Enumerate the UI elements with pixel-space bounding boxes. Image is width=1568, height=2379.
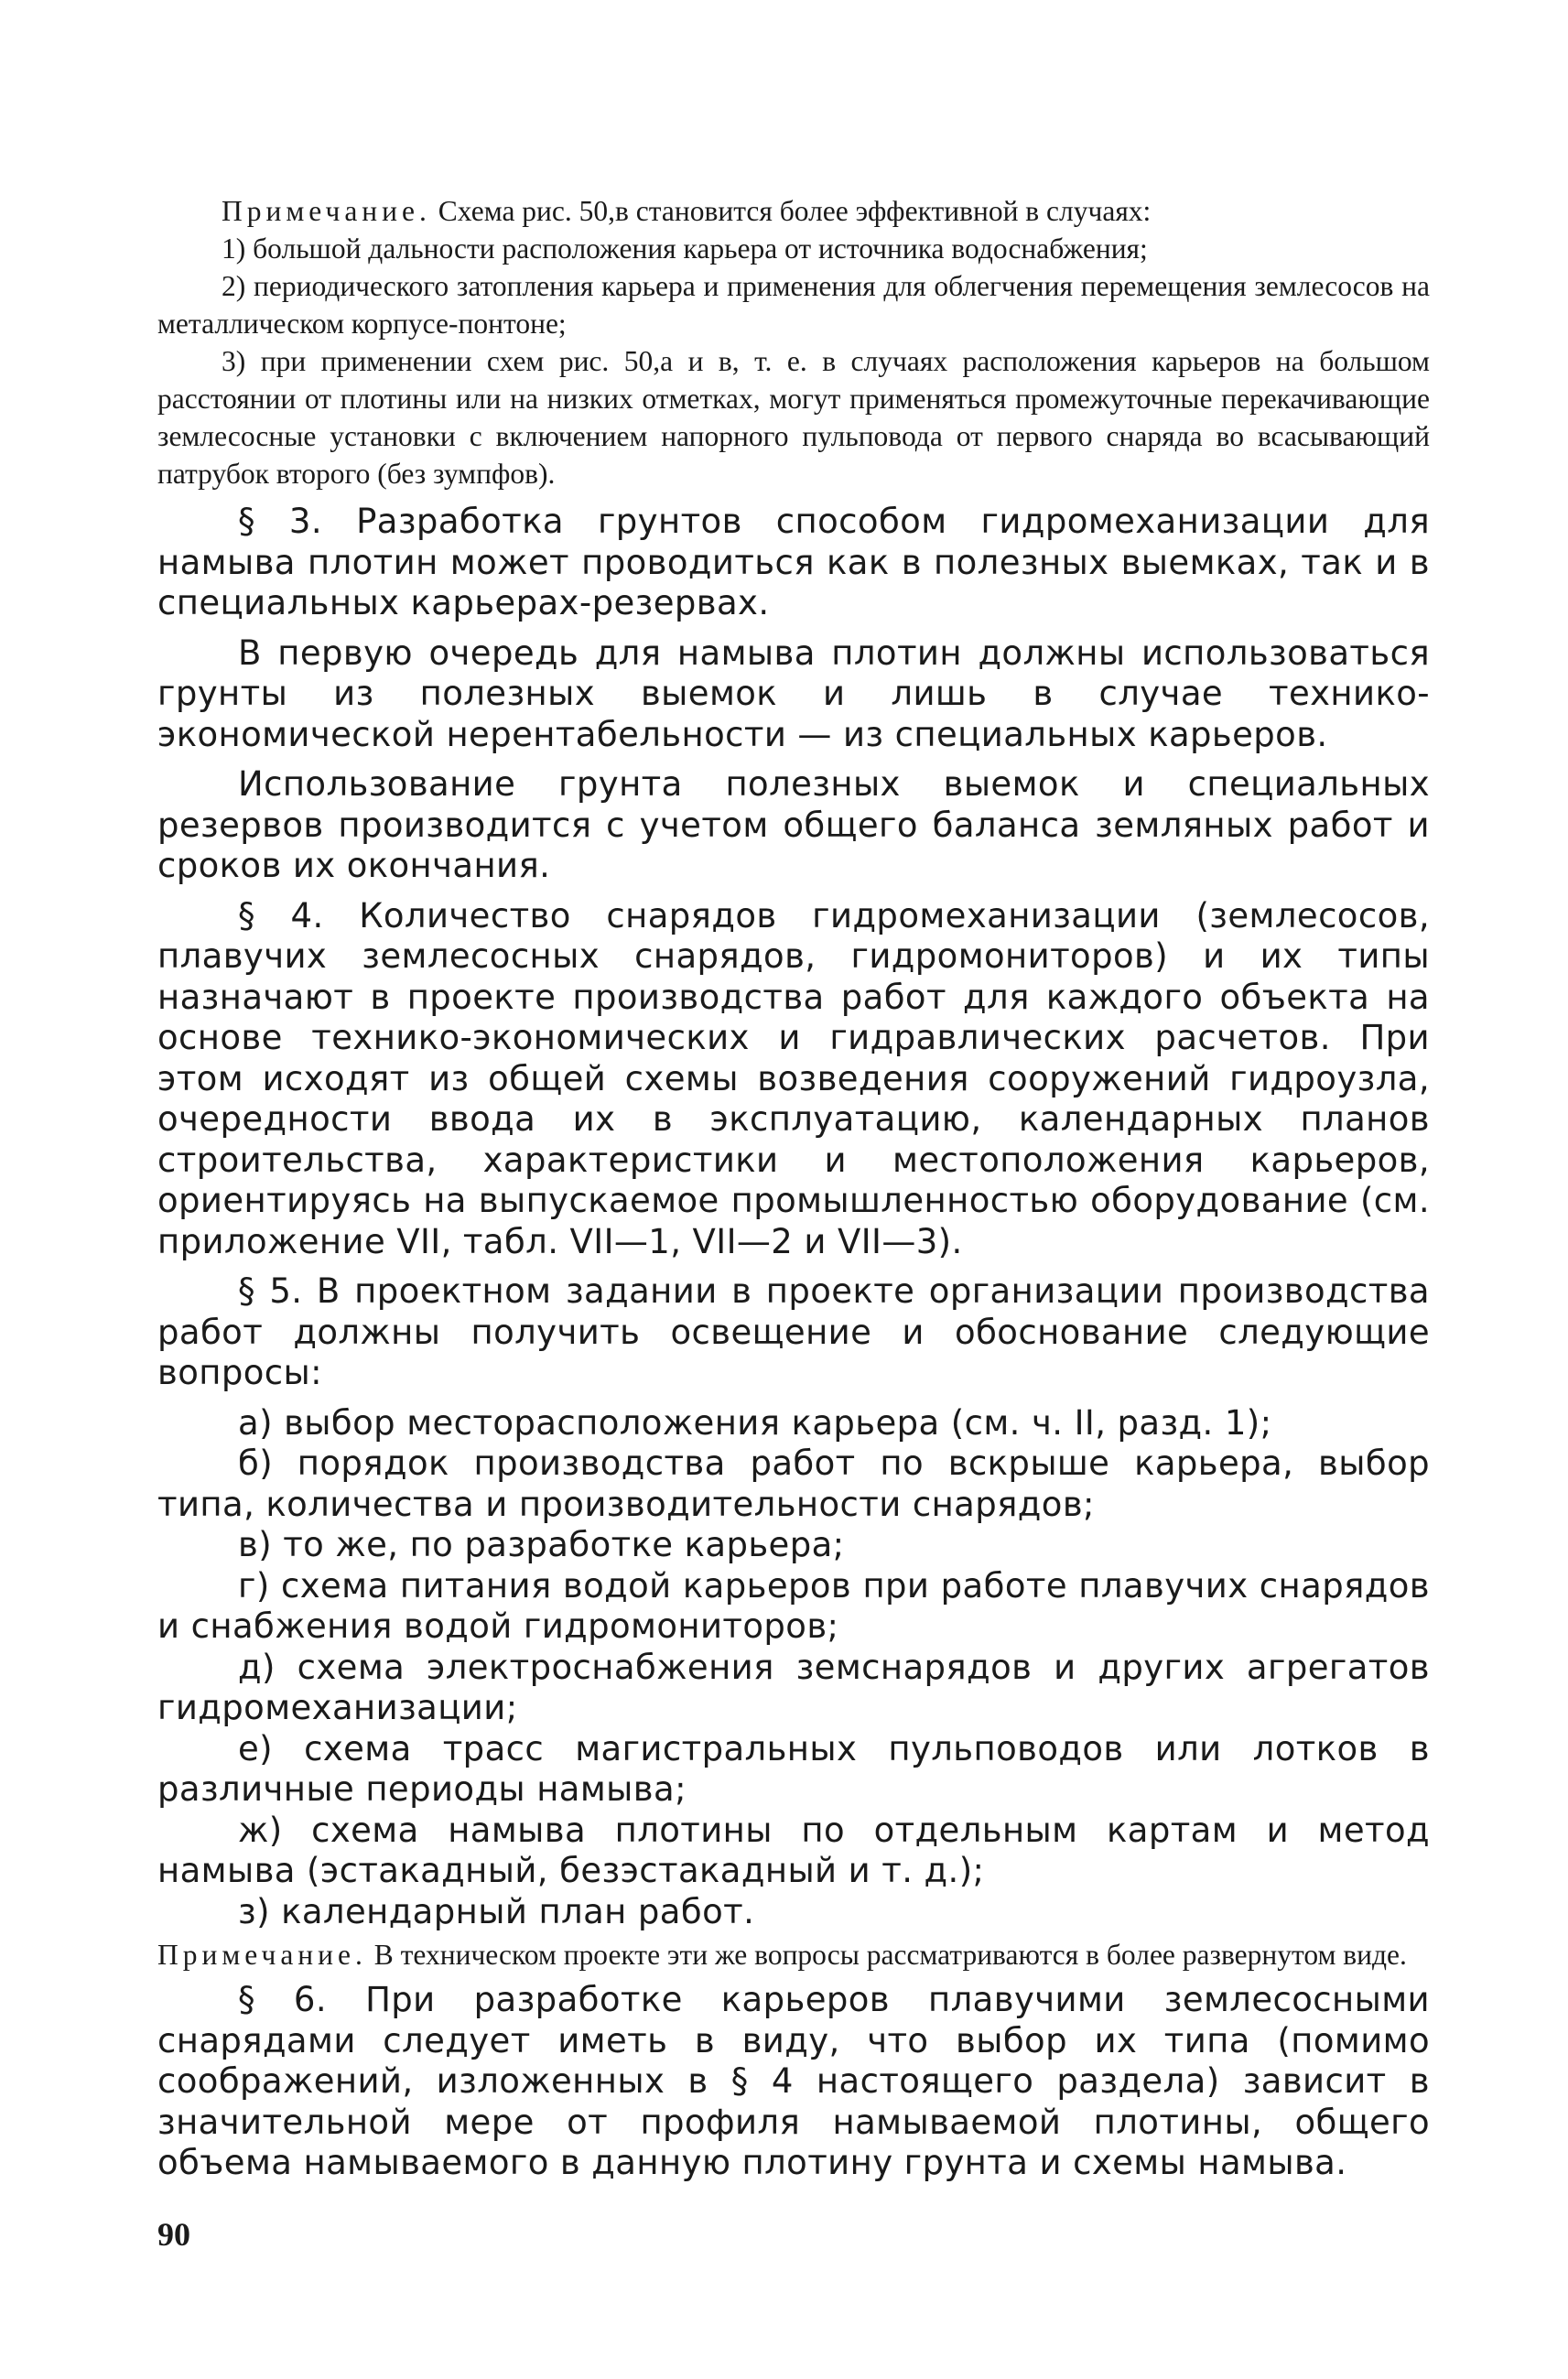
page-number: 90 xyxy=(157,2216,190,2253)
note-bottom-label: Примечание. xyxy=(157,1939,367,1971)
paragraph-soil-usage: Использование грунта полезных выемок и специальных резервов производится с учетом общего баланса земляных работ и сроков их окончания. xyxy=(157,764,1430,885)
list-item-d: д) схема электроснабжения земснарядов и других агрегатов гидромеханизации; xyxy=(157,1647,1430,1727)
section-4-paragraph: § 4. Количество снарядов гидромеханизации (землесосов, плавучих землесосных снарядов, гидромониторов) и их типы назначают в проекте производства работ для каждого объекта на основе технико-экономических и гидравлических расчетов. При этом исходят из общей схемы возведения сооружений гидроузла, очередности ввода их в эксплуатацию, календарных планов строительства, характеристики и местоположения карьеров, ориентируясь на выпускаемое промышленностью оборудование (см. приложение VII, табл. VII—1, VII—2 и VII—3). xyxy=(157,895,1430,1261)
note-item-1: 1) большой дальности расположения карьера от источника водоснабжения; xyxy=(222,232,1148,265)
note-bottom-paragraph xyxy=(157,1938,1430,1973)
note-label: Примечание. xyxy=(222,195,431,227)
list-item-v: в) то же, по разработке карьера; xyxy=(238,1525,845,1564)
note-intro xyxy=(157,192,1430,230)
section-3-paragraph: § 3. Разработка грунтов способом гидромеханизации для намыва плотин может проводиться как в полезных выемках, так и в специальных карьерах-резервах. xyxy=(157,502,1430,622)
list-item-b: б) порядок производства работ по вскрыше карьера, выбор типа, количества и производительности снарядов; xyxy=(157,1444,1430,1524)
note-item-2: 2) периодического затопления карьера и применения для облегчения перемещения землесосов на металлическом корпусе-понтоне; xyxy=(157,270,1430,340)
list-item-a: а) выбор месторасположения карьера (см. ч. II, разд. 1); xyxy=(238,1402,1272,1443)
list-item-e: е) схема трасс магистральных пульповодов или лотков в различные периоды намыва; xyxy=(157,1728,1430,1809)
note-top xyxy=(157,192,1430,492)
note-bottom-text: В техническом проекте эти же вопросы рассматриваются в более развернутом виде. xyxy=(366,1939,1407,1971)
section-5-paragraph: § 5. В проектном задании в проекте организации производства работ должны получить освещение и обоснование следующие вопросы: xyxy=(157,1271,1430,1392)
note-item-3: 3) при применении схем рис. 50,а и в, т. е. в случаях расположения карьеров на большом расстоянии от плотины или на низких отметках, могут применяться промежуточные перекачивающие землесосные установки с включением напорного пульповода от первого снаряда во всасывающий патрубок второго (без зумпфов). xyxy=(157,345,1430,490)
paragraph-first-priority: В первую очередь для намыва плотин должны использоваться грунты из полезных выемок и лишь в случае технико-экономической нерентабельности — из специальных карьеров. xyxy=(157,633,1430,754)
section-6-paragraph: § 6. При разработке карьеров плавучими землесосными снарядами следует иметь в виду, что выбор их типа (помимо соображений, изложенных в § 4 настоящего раздела) зависит в значительной мере от профиля намываемой плотины, общего объема намываемого в данную плотину грунта и схемы намыва. xyxy=(157,1980,1430,2182)
note-bottom xyxy=(157,1938,1430,1973)
list-item-g: г) схема питания водой карьеров при работе плавучих снарядов и снабжения водой гидромониторов; xyxy=(157,1565,1430,1646)
list-item-z: з) календарный план работ. xyxy=(238,1891,755,1931)
main-text-final xyxy=(157,1980,1430,2184)
note-intro-text: Схема рис. 50,в становится более эффективной в случаях: xyxy=(430,195,1152,227)
list-item-zh: ж) схема намыва плотины по отдельным картам и метод намыва (эстакадный, безэстакадный и т. д.); xyxy=(157,1810,1430,1890)
main-text xyxy=(157,502,1430,1932)
page-content xyxy=(157,192,1430,2184)
